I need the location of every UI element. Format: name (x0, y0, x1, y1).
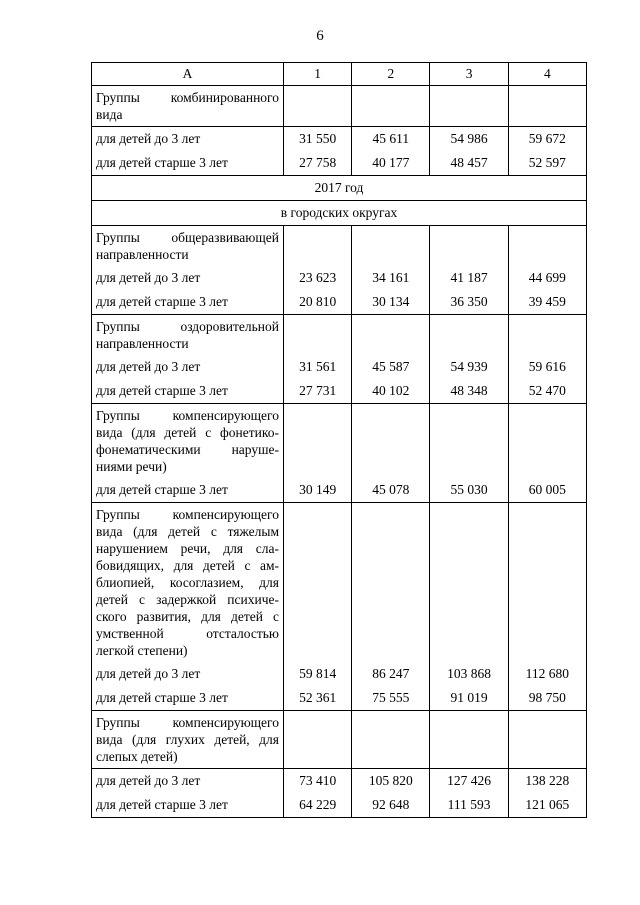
row-label: для детей старше 3 лет (92, 686, 284, 711)
cell-value: 23 623 (284, 266, 352, 290)
cell-value: 54 986 (430, 127, 508, 152)
cell-value: 39 459 (508, 290, 586, 315)
table-row (92, 127, 587, 152)
row-label: для детей до 3 лет (92, 266, 284, 290)
header-cell: 1 (284, 63, 352, 86)
row-label: для детей старше 3 лет (92, 478, 284, 503)
cell-value: 30 149 (284, 478, 352, 503)
cell-value: 91 019 (430, 686, 508, 711)
row-label: для детей до 3 лет (92, 355, 284, 379)
cell-value: 52 361 (284, 686, 352, 711)
table-row (92, 355, 587, 379)
cell-value: 30 134 (352, 290, 430, 315)
row-label: для детей до 3 лет (92, 769, 284, 794)
table-row (92, 266, 587, 290)
cell-value: 45 078 (352, 478, 430, 503)
cell-value: 54 939 (430, 355, 508, 379)
header-cell: А (92, 63, 284, 86)
header-cell: 4 (508, 63, 586, 86)
cell-value: 59 814 (284, 662, 352, 686)
group-label: Группы общеразвивающей направленности (92, 226, 284, 267)
cell-value: 64 229 (284, 793, 352, 818)
cell-value: 127 426 (430, 769, 508, 794)
table-row (92, 769, 587, 794)
row-label: для детей до 3 лет (92, 127, 284, 152)
table-row (92, 793, 587, 818)
cell-value: 55 030 (430, 478, 508, 503)
group-label: Группы оздоровительной направленности (92, 315, 284, 356)
group-label: Группы компенсирующего вида (для детей с фонетико-фонематическими наруше-ниями речи) (92, 404, 284, 479)
cell-value: 34 161 (352, 266, 430, 290)
header-cell: 2 (352, 63, 430, 86)
cell-value: 52 470 (508, 379, 586, 404)
cell-value: 59 672 (508, 127, 586, 152)
group-row (92, 503, 587, 663)
table-row (92, 151, 587, 176)
cell-value: 31 561 (284, 355, 352, 379)
year-heading: 2017 год (92, 176, 587, 201)
cell-value: 60 005 (508, 478, 586, 503)
group-row (92, 226, 587, 267)
cell-value: 20 810 (284, 290, 352, 315)
cell-value: 40 177 (352, 151, 430, 176)
cell-value: 75 555 (352, 686, 430, 711)
cell-value: 27 758 (284, 151, 352, 176)
row-label: для детей старше 3 лет (92, 151, 284, 176)
table-row (92, 662, 587, 686)
cell-value: 41 187 (430, 266, 508, 290)
table-row (92, 379, 587, 404)
cell-value: 121 065 (508, 793, 586, 818)
group-row (92, 711, 587, 769)
table-row (92, 478, 587, 503)
cell-value: 98 750 (508, 686, 586, 711)
group-row (92, 86, 587, 127)
row-label: для детей старше 3 лет (92, 290, 284, 315)
cell-value: 73 410 (284, 769, 352, 794)
cell-value: 45 587 (352, 355, 430, 379)
table-header-row (92, 63, 587, 86)
cell-value: 27 731 (284, 379, 352, 404)
cell-value: 31 550 (284, 127, 352, 152)
cell-value: 52 597 (508, 151, 586, 176)
group-label: Группы компенсирующего вида (для детей с тяжелым нарушением речи, для сла-бовидящих, для детей с ам-блиопией, косоглазием, для детей с задержкой психиче-ского развития, для детей с умственной отсталостью легкой степени) (92, 503, 284, 663)
cell-value: 105 820 (352, 769, 430, 794)
row-label: для детей старше 3 лет (92, 793, 284, 818)
cell-value: 59 616 (508, 355, 586, 379)
group-row (92, 315, 587, 356)
group-label: Группы комбинированного вида (92, 86, 284, 127)
cell-value: 40 102 (352, 379, 430, 404)
cell-value: 48 348 (430, 379, 508, 404)
tariff-table (91, 62, 587, 818)
cell-value: 86 247 (352, 662, 430, 686)
group-label: Группы компенсирующего вида (для глухих детей, для слепых детей) (92, 711, 284, 769)
cell-value: 36 350 (430, 290, 508, 315)
year-heading-row (92, 176, 587, 201)
cell-value: 111 593 (430, 793, 508, 818)
group-row (92, 404, 587, 479)
district-heading-row (92, 201, 587, 226)
cell-value: 48 457 (430, 151, 508, 176)
table-row (92, 686, 587, 711)
cell-value: 138 228 (508, 769, 586, 794)
cell-value: 103 868 (430, 662, 508, 686)
table-row (92, 290, 587, 315)
row-label: для детей старше 3 лет (92, 379, 284, 404)
district-heading: в городских округах (92, 201, 587, 226)
cell-value: 92 648 (352, 793, 430, 818)
cell-value: 45 611 (352, 127, 430, 152)
row-label: для детей до 3 лет (92, 662, 284, 686)
cell-value: 44 699 (508, 266, 586, 290)
page-number: 6 (316, 28, 324, 44)
header-cell: 3 (430, 63, 508, 86)
cell-value: 112 680 (508, 662, 586, 686)
